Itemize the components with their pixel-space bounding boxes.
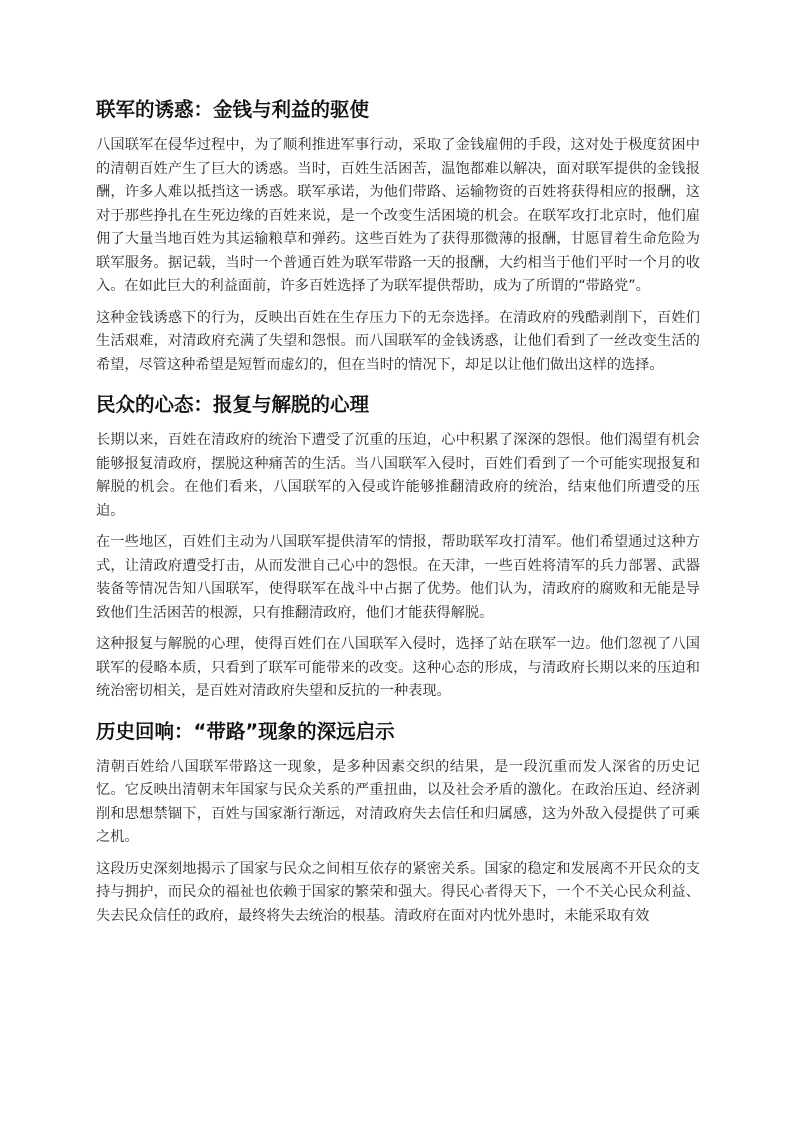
paragraph: 这种报复与解脱的心理，使得百姓们在八国联军入侵时，选择了站在联军一边。他们忽视了八国联军的侵略本质，只看到了联军可能带来的改变。这种心态的形成，与清政府长期以来的压迫和统治密切相关，是百姓对清政府失望和反抗的一种表现。	[96, 636, 700, 699]
section-echo	[96, 718, 700, 929]
section-lure	[96, 96, 700, 377]
paragraph: 八国联军在侵华过程中，为了顺利推进军事行动，采取了金钱雇佣的手段，这对处于极度贫困中的清朝百姓产生了巨大的诱惑。当时，百姓生活困苦，温饱都难以解决，面对联军提供的金钱报酬，许多人难以抵挡这一诱惑。联军承诺，为他们带路、运输物资的百姓将获得相应的报酬，这对于那些挣扎在生死边缘的百姓来说，是一个改变生活困境的机会。在联军攻打北京时，他们雇佣了大量当地百姓为其运输粮草和弹药。这些百姓为了获得那微薄的报酬，甘愿冒着生命危险为联军服务。据记载，当时一个普通百姓为联军带路一天的报酬，大约相当于他们平时一个月的收入。在如此巨大的利益面前，许多百姓选择了为联军提供帮助，成为了所谓的“带路党”。	[96, 137, 700, 294]
paragraph: 清朝百姓给八国联军带路这一现象，是多种因素交织的结果，是一段沉重而发人深省的历史记忆。它反映出清朝末年国家与民众关系的严重扭曲，以及社会矛盾的激化。在政治压迫、经济剥削和思想禁锢下，百姓与国家渐行渐远，对清政府失去信任和归属感，这为外敌入侵提供了可乘之机。	[96, 758, 700, 845]
paragraph: 在一些地区，百姓们主动为八国联军提供清军的情报，帮助联军攻打清军。他们希望通过这种方式，让清政府遭受打击，从而发泄自己心中的怨恨。在天津，一些百姓将清军的兵力部署、武器装备等情况告知八国联军，使得联军在战斗中占据了优势。他们认为，清政府的腐败和无能是导致他们生活困苦的根源，只有推翻清政府，他们才能获得解脱。	[96, 534, 700, 621]
paragraph: 这种金钱诱惑下的行为，反映出百姓在生存压力下的无奈选择。在清政府的残酷剥削下，百姓们生活艰难，对清政府充满了失望和怨恨。而八国联军的金钱诱惑，让他们看到了一丝改变生活的希望，尽管这种希望是短暂而虚幻的，但在当时的情况下，却足以让他们做出这样的选择。	[96, 309, 700, 373]
paragraph: 长期以来，百姓在清政府的统治下遭受了沉重的压迫，心中积累了深深的怨恨。他们渴望有机会能够报复清政府，摆脱这种痛苦的生活。当八国联军入侵时，百姓们看到了一个可能实现报复和解脱的机会。在他们看来，八国联军的入侵或许能够推翻清政府的统治，结束他们所遭受的压迫。	[96, 432, 700, 519]
section-title: 民众的心态：报复与解脱的心理	[96, 393, 370, 416]
paragraph: 这段历史深刻地揭示了国家与民众之间相互依存的紧密关系。国家的稳定和发展离不开民众的支持与拥护，而民众的福祉也依赖于国家的繁荣和强大。得民心者得天下，一个不关心民众利益、失去民众信任的政府，最终将失去统治的根基。清政府在面对内忧外患时，未能采取有效	[96, 860, 700, 924]
section-title: 历史回响：“带路”现象的深远启示	[96, 719, 395, 743]
document-page	[96, 96, 700, 942]
section-title: 联军的诱惑：金钱与利益的驱使	[96, 98, 370, 121]
section-mentality	[96, 391, 700, 704]
